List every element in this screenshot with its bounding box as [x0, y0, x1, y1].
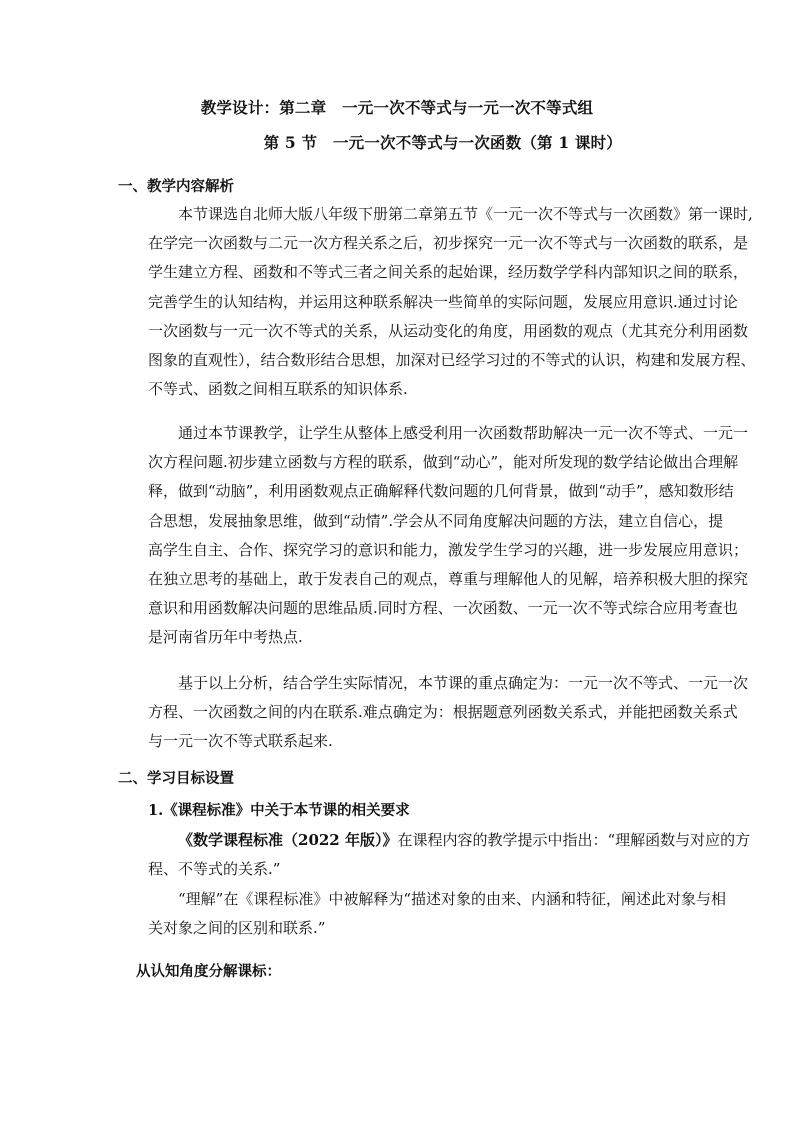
text-line: 完善学生的认知结构，并运用这种联系解决一些简单的实际问题，发展应用意识.通过讨论: [148, 292, 738, 311]
paragraph-content-analysis-3: [118, 669, 749, 757]
text-line: 合思想，发展抽象思维，做到“动情”.学会从不同角度解决问题的方法，建立自信心，提: [148, 511, 724, 530]
text-line: 方程、一次函数之间的内在联系.难点确定为：根据题意列函数关系式，并能把函数关系式: [148, 703, 738, 722]
text-line: 次方程问题.初步建立函数与方程的联系，做到“动心”，能对所发现的数学结论做出合理解: [148, 453, 739, 472]
text-line: “理解”在《课程标准》中被解释为“描述对象的由来、内涵和特征，阐述此对象与相: [178, 890, 727, 908]
text-line: [118, 826, 751, 855]
text-line: 图象的直观性），结合数形结合思想，加深对已经学习过的不等式的认识，构建和发展方程、: [148, 351, 756, 370]
text-line: 释，做到“动脑”，利用函数观点正确解释代数问题的几何背景，做到“动手”，感知数形结: [148, 482, 734, 501]
paragraph-content-analysis-2: [118, 419, 749, 653]
text-line: 是河南省历年中考热点.: [148, 628, 303, 647]
text-line: 在学完一次函数与二元一次方程关系之后，初步探究一元一次不等式与一次函数的联系，是: [148, 234, 749, 253]
text-line: 关对象之间的区别和联系.”: [148, 919, 326, 938]
paragraph-content-analysis-1: [118, 200, 756, 404]
text-span: 在课程内容的教学提示中指出：“理解函数与对应的方: [397, 831, 751, 849]
document-subtitle: 第 5 节 一元一次不等式与一次函数（第 1 课时）: [263, 133, 622, 152]
curriculum-title: 《数学课程标准（2022 年版）》: [178, 831, 398, 849]
text-line: 一次函数与一元一次不等式的关系，从运动变化的角度，用函数的观点（尤其充分利用函数: [148, 321, 749, 340]
subheading-curriculum-standard: 1.《课程标准》中关于本节课的相关要求: [148, 802, 410, 819]
text-line: 高学生自主、合作、探究学习的意识和能力，激发学生学习的兴趣，进一步发展应用意识；: [148, 540, 749, 559]
paragraph-curriculum-quote: [118, 826, 751, 884]
paragraph-understanding-definition: [118, 885, 727, 943]
section-heading-content-analysis: 一、教学内容解析: [118, 178, 234, 195]
text-line: 程、不等式的关系.”: [148, 860, 281, 879]
text-line: 不等式、函数之间相互联系的知识体系.: [148, 380, 408, 399]
text-line: 在独立思考的基础上，敢于发表自己的观点，尊重与理解他人的见解，培养积极大胆的探究: [148, 570, 749, 589]
text-line: 意识和用函数解决问题的思维品质.同时方程、一次函数、一元一次不等式综合应用考查也: [148, 599, 738, 618]
document-title: 教学设计：第二章 一元一次不等式与一元一次不等式组: [200, 98, 594, 117]
section-heading-learning-goals: 二、学习目标设置: [118, 770, 234, 787]
text-line: 本节课选自北师大版八年级下册第二章第五节《一元一次不等式与一次函数》第一课时,: [178, 205, 753, 223]
text-line: 与一元一次不等式联系起来.: [148, 732, 333, 751]
text-line: 学生建立方程、函数和不等式三者之间关系的起始课，经历数学学科内部知识之间的联系，: [148, 263, 749, 282]
subheading-cognitive-decomposition: 从认知角度分解课标：: [136, 963, 281, 980]
text-line: 基于以上分析，结合学生实际情况，本节课的重点确定为：一元一次不等式、一元一次: [178, 674, 749, 692]
text-line: 通过本节课教学，让学生从整体上感受利用一次函数帮助解决一元一次不等式、一元一: [178, 424, 749, 442]
